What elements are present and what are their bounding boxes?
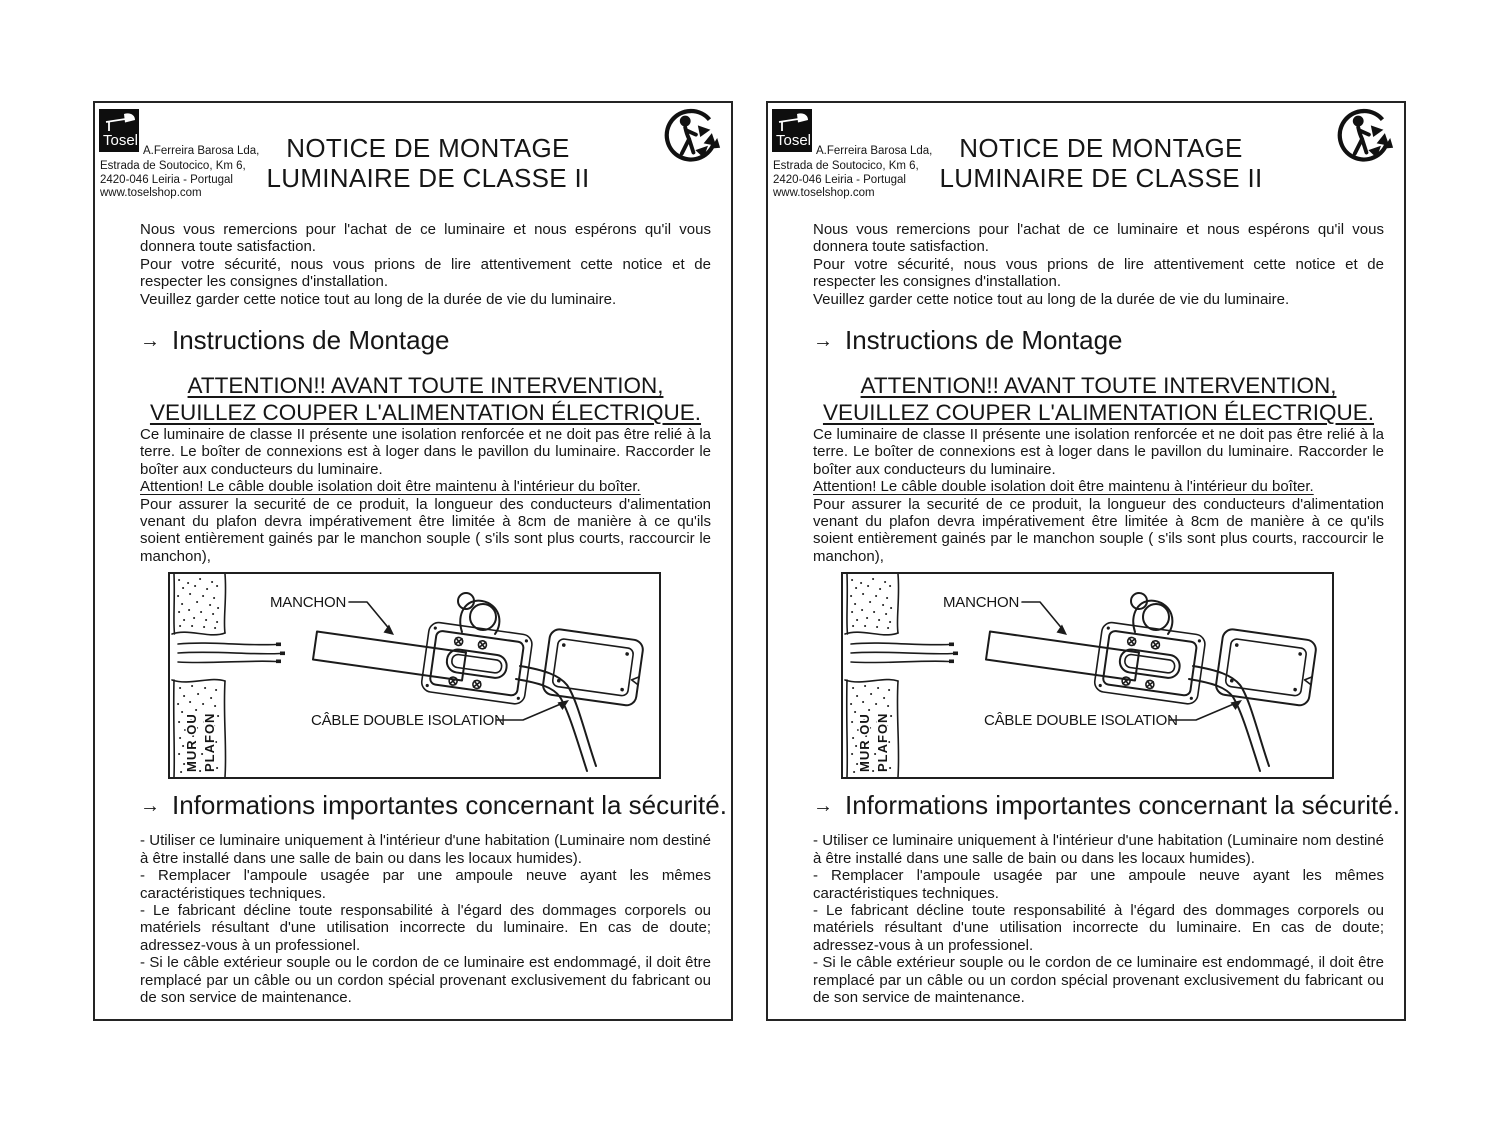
cable-leader-arrow (558, 700, 570, 710)
cable-label: CÂBLE DOUBLE ISOLATION (311, 712, 505, 730)
page-title (200, 133, 656, 193)
arrow-icon: → (813, 330, 833, 353)
intro-paragraph-1: Nous vous remercions pour l'achat de ce luminaire et nous espérons qu'il vous donnera toute satisfaction. (813, 221, 1384, 256)
section-heading-safety-label: Informations importantes concernant la sécurité. (172, 790, 727, 821)
section-heading-safety-label: Informations importantes concernant la sécurité. (845, 790, 1400, 821)
arrow-icon: → (140, 330, 160, 353)
arrow-icon: → (813, 795, 833, 818)
power-warning-line2: VEUILLEZ COUPER L'ALIMENTATION ÉLECTRIQUE. (149, 400, 702, 426)
installation-diagram-drawing (843, 574, 1332, 777)
intro-paragraph-2: Pour votre sécurité, nous vous prions de lire attentivement cette notice et de respecter les consignes d'installation. (813, 255, 1384, 291)
wall-strip (845, 574, 899, 777)
intro-paragraph-3: Veuillez garder cette notice tout au long de la durée de vie du luminaire. (813, 290, 1290, 308)
safety-list (813, 832, 1384, 1006)
logo-brand-text: Tosel (776, 132, 812, 149)
sleeve-tube (986, 632, 1139, 681)
supply-wires (851, 643, 958, 664)
address-city: 2420-046 Leiria - Portugal (773, 173, 906, 186)
junction-box (1093, 622, 1206, 706)
notice-body (140, 221, 727, 1006)
arrow-icon: → (140, 795, 160, 818)
power-warning-line2: VEUILLEZ COUPER L'ALIMENTATION ÉLECTRIQUE. (822, 400, 1375, 426)
wall-label-line1: MUR OU (184, 713, 199, 773)
page-title-line1: NOTICE DE MONTAGE (959, 133, 1243, 163)
wall-strip (172, 574, 226, 777)
safety-item: - Utiliser ce luminaire uniquement à l'intérieur d'une habitation (Luminaire nom destiné à être installé dans une salle de bain ou dans les locaux humides). (813, 832, 1384, 867)
class2-paragraph: Ce luminaire de classe II présente une isolation renforcée et ne doit pas être relié à la terre. Le boîter de connexions est à loger dans le pavillon du luminaire. Raccorder le boîter aux conducteurs du luminaire. (813, 426, 1384, 478)
wall-label-line1: MUR OU (857, 713, 872, 773)
class2-paragraph: Ce luminaire de classe II présente une isolation renforcée et ne doit pas être relié à la terre. Le boîter de connexions est à loger dans le pavillon du luminaire. Raccorder le boîter aux conducteurs du luminaire. (140, 426, 711, 478)
notice-panel (766, 101, 1406, 1021)
cable-label: CÂBLE DOUBLE ISOLATION (984, 712, 1178, 730)
installation-diagram (168, 572, 661, 779)
tosel-logo (99, 109, 139, 152)
installation-diagram (841, 572, 1334, 779)
company-name: A.Ferreira Barosa Lda, (816, 145, 933, 157)
power-warning (140, 372, 711, 426)
address-street: Estrada de Soutocico, Km 6, (773, 160, 919, 172)
address-website: www.toselshop.com (773, 187, 875, 199)
power-warning-line1: ATTENTION!! AVANT TOUTE INTERVENTION, (860, 373, 1337, 399)
address-street: Estrada de Soutocico, Km 6, (100, 160, 246, 172)
tosel-lamp-icon (772, 109, 812, 152)
sleeve-label: MANCHON (943, 594, 1020, 612)
sleeve-paragraph: Pour assurer la securité de ce produit, la longueur des conducteurs d'alimentation venant du plafon devra impérativement être limitée à 8cm de manière à ce qu'ils soient entièrement gainés par le manchon souple ( s'ils sont plus courts, raccourcir le manchon), (813, 495, 1384, 565)
safety-list (140, 832, 711, 1006)
sleeve-paragraph: Pour assurer la securité de ce produit, la longueur des conducteurs d'alimentation venant du plafon devra impérativement être limitée à 8cm de manière à ce qu'ils soient entièrement gainés par le manchon souple ( s'ils sont plus courts, raccourcir le manchon), (140, 495, 711, 565)
triman-recycling-icon (661, 107, 723, 169)
safety-item: - Si le câble extérieur souple ou le cordon de ce luminaire est endommagé, il doit être remplacé par un câble ou un cordon spécial provenant exclusivement du fabricant ou de son service de maintenance. (813, 954, 1384, 1006)
safety-item: - Si le câble extérieur souple ou le cordon de ce luminaire est endommagé, il doit être remplacé par un câble ou un cordon spécial provenant exclusivement du fabricant ou de son service de maintenance. (140, 954, 711, 1006)
cable-attention-note: Attention! Le câble double isolation doit être maintenu à l'intérieur du boîter. (140, 478, 641, 496)
cable-attention-note: Attention! Le câble double isolation doit être maintenu à l'intérieur du boîter. (813, 478, 1314, 496)
section-heading-montage (140, 325, 711, 358)
supply-wires (178, 643, 285, 664)
figure-labels (943, 594, 1242, 729)
tosel-logo (772, 109, 812, 152)
page-title (873, 133, 1329, 193)
figure-labels (270, 594, 569, 729)
wall-label-line2: PLAFON (202, 712, 217, 773)
notice-panel (93, 101, 733, 1021)
address-website: www.toselshop.com (100, 187, 202, 199)
intro-paragraph-3: Veuillez garder cette notice tout au long de la durée de vie du luminaire. (140, 290, 617, 308)
junction-box (420, 622, 533, 706)
intro-paragraph-1: Nous vous remercions pour l'achat de ce luminaire et nous espérons qu'il vous donnera toute satisfaction. (140, 221, 711, 256)
safety-item: - Remplacer l'ampoule usagée par une ampoule neuve ayant les mêmes caractéristiques techniques. (140, 867, 711, 902)
cable-leader-arrow (1231, 700, 1243, 710)
safety-item: - Le fabricant décline toute responsabilité à l'égard des dommages corporels ou matériels résultant d'une utilisation incorrecte du luminaire. En cas de doute; adressez-vous à un professionel. (140, 901, 711, 954)
power-warning (813, 372, 1384, 426)
logo-brand-text: Tosel (103, 132, 139, 149)
safety-item: - Le fabricant décline toute responsabilité à l'égard des dommages corporels ou matériels résultant d'une utilisation incorrecte du luminaire. En cas de doute; adressez-vous à un professionel. (813, 901, 1384, 954)
notice-body (813, 221, 1400, 1006)
wall-label-line2: PLAFON (875, 712, 890, 773)
installation-diagram-drawing (170, 574, 659, 777)
section-heading-montage-label: Instructions de Montage (172, 325, 450, 356)
intro-paragraph-2: Pour votre sécurité, nous vous prions de lire attentivement cette notice et de respecter les consignes d'installation. (140, 255, 711, 291)
tosel-lamp-icon (99, 109, 139, 152)
power-warning-line1: ATTENTION!! AVANT TOUTE INTERVENTION, (187, 373, 664, 399)
company-name: A.Ferreira Barosa Lda, (143, 145, 260, 157)
section-heading-montage-label: Instructions de Montage (845, 325, 1123, 356)
page-title-line2: LUMINAIRE DE CLASSE II (266, 163, 590, 193)
triman-recycling-icon (1334, 107, 1396, 169)
sleeve-tube (313, 632, 466, 681)
safety-item: - Remplacer l'ampoule usagée par une ampoule neuve ayant les mêmes caractéristiques techniques. (813, 867, 1384, 902)
sleeve-label: MANCHON (270, 594, 347, 612)
section-heading-safety (813, 790, 1400, 823)
section-heading-safety (140, 790, 727, 823)
page-title-line2: LUMINAIRE DE CLASSE II (939, 163, 1263, 193)
sleeve-leader-arrow (384, 625, 395, 636)
safety-item: - Utiliser ce luminaire uniquement à l'intérieur d'une habitation (Luminaire nom destiné à être installé dans une salle de bain ou dans les locaux humides). (140, 832, 711, 867)
section-heading-montage (813, 325, 1384, 358)
page-title-line1: NOTICE DE MONTAGE (286, 133, 570, 163)
address-city: 2420-046 Leiria - Portugal (100, 173, 233, 186)
sleeve-leader-arrow (1057, 625, 1068, 636)
